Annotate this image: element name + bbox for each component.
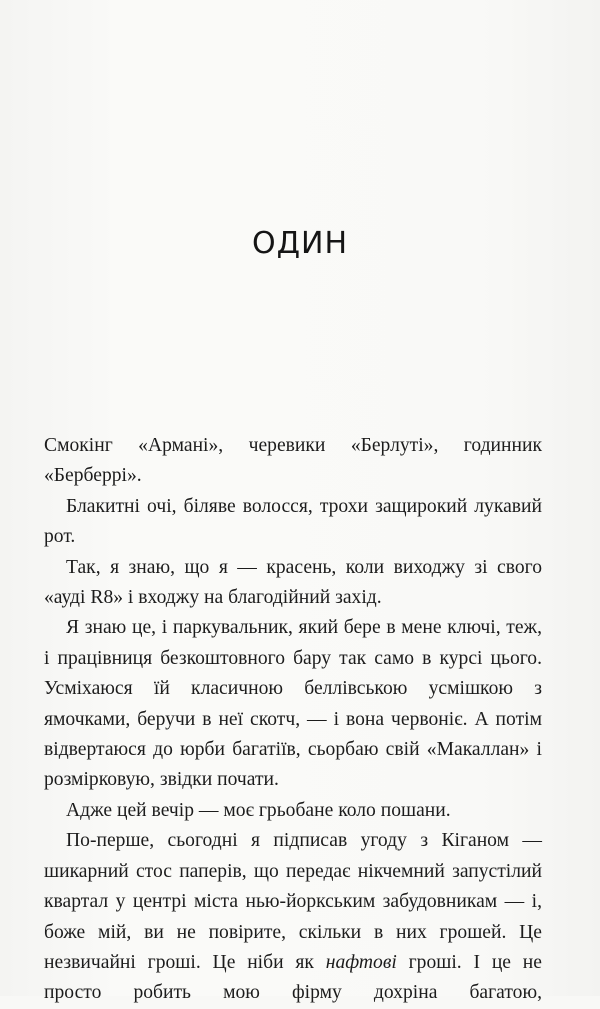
paragraph-4: Я знаю це, і паркувальник, який бере в мене ключі, теж, і працівниця безкоштовного бару так само в курсі цього. Усміхаюся їй класичною беллівською усмішкою з ямочками, беручи в неї скотч, — і вона червоніє. А потім відвертаюся до юрби багатіїв, сьорбаю свій «Макаллан» і розмірковую, звідки почати. bbox=[44, 617, 542, 791]
paragraph-1: Смокінг «Армані», черевики «Берлуті», годинник «Берберрі». bbox=[44, 435, 542, 487]
paragraph-3: Так, я знаю, що я — красень, коли виходжу зі свого «ауді R8» і входжу на благодійний захід. bbox=[44, 556, 542, 609]
paragraph-5: Адже цей вечір — моє грьобане коло пошани. bbox=[66, 799, 451, 821]
paragraph-6-text-start: По-перше, сьогодні я підписав угоду з Кіганом — шикарний стос паперів, що передає нікчемний запустілий квартал у центрі міста нью-йоркським забудовникам — і, боже мій, ви не повірите, скільки в них грошей. Це незвичайні гроші. Це ніби як bbox=[44, 830, 542, 973]
chapter-title: ОДИН bbox=[251, 226, 349, 261]
paragraph-6-text-end: гроші. І це не просто робить мою фірму дохріна багатою, bbox=[44, 951, 542, 1004]
paragraph-6 bbox=[44, 826, 542, 1008]
chapter-body bbox=[44, 431, 542, 1009]
paragraph-2: Блакитні очі, біляве волосся, трохи защирокий лукавий рот. bbox=[44, 495, 542, 548]
paragraph-6-emphasis: нафтові bbox=[325, 951, 397, 973]
